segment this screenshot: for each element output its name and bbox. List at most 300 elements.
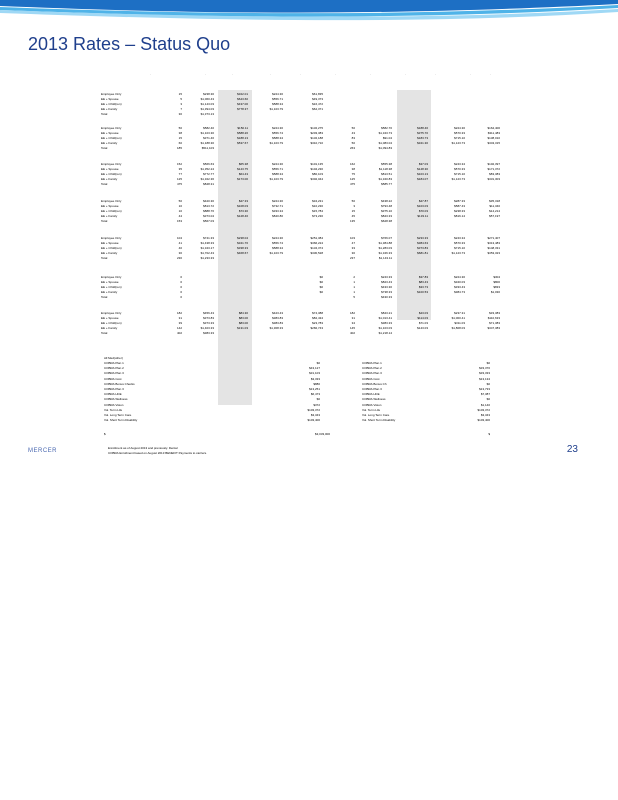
table-cell: $322.01 [237, 92, 248, 96]
cost-label: Vol. Term Life [104, 407, 123, 412]
table-cell: 152 [176, 162, 182, 166]
table-cell: $238.33 [454, 209, 465, 214]
table-cell: $423.43 [272, 311, 283, 315]
table-cell: $537.67 [237, 141, 248, 146]
table-cell: $304 [493, 275, 500, 279]
table-cell: $556.71 [272, 167, 283, 172]
table-cell: $35,318 [489, 199, 500, 203]
table-cell: 43 [351, 131, 355, 136]
cost-label: COBRA Plan 3 [362, 387, 382, 391]
row-label: EE + Family [101, 141, 118, 146]
table-cell: $741.33 [203, 236, 214, 240]
table-cell: $715.10 [454, 172, 465, 177]
table-cell: $511,103 [201, 146, 214, 151]
column-header-mark: · [490, 72, 491, 76]
table-cell: $33.73 [418, 285, 428, 290]
table-cell: $1,143.03 [200, 102, 214, 107]
column-header-mark: · [205, 72, 206, 76]
table-cell: $384.63 [417, 241, 428, 246]
table-cell: $65.38 [238, 162, 248, 166]
table-cell: $588.34 [272, 136, 283, 141]
table-cell: $848.31 [203, 182, 214, 187]
table-cell: $813.72 [203, 204, 214, 209]
column-header-mark: · [270, 72, 271, 76]
table-cell: $1,218.14 [378, 331, 392, 336]
table-cell: 60 [178, 141, 182, 146]
table-cell: $1,352.24 [200, 167, 214, 172]
table-cell: $1,103.79 [269, 141, 283, 146]
table-cell: $83.00 [238, 321, 248, 326]
table-cell: 44 [178, 214, 182, 219]
table-cell: $1,103.03 [378, 326, 392, 331]
cost-label: COBRA HCE [104, 392, 122, 397]
table-cell: $43.03 [418, 311, 428, 315]
table-cell: $14,214 [489, 209, 500, 214]
table-cell: $233.33 [417, 236, 428, 240]
table-cell: 50 [178, 126, 182, 130]
table-cell: 38 [178, 131, 182, 136]
row-label: EE + Spouse [101, 241, 119, 246]
table-cell: $1,188.30 [200, 141, 214, 146]
table-cell: $1,438.33 [200, 241, 214, 246]
row-label: EE + Spouse [101, 167, 119, 172]
table-cell: $570.33 [454, 167, 465, 172]
table-cell: 50 [351, 199, 355, 203]
table-cell: $1,103.30 [200, 131, 214, 136]
table-cell: $628.38 [381, 219, 392, 224]
table-cell: $1,103.79 [269, 107, 283, 112]
table-cell: $103.03 [417, 204, 428, 209]
table-cell: $1,283.03 [378, 246, 392, 251]
cost-value: $0 [486, 361, 490, 365]
table-cell: $333.43 [454, 285, 465, 290]
table-cell: $833 [493, 285, 500, 290]
cost-value: $33,370 [479, 366, 490, 371]
row-label: EE + Child(ren) [101, 321, 122, 326]
table-cell: $224.30 [272, 126, 283, 130]
table-cell: 182 [176, 311, 182, 315]
table-cell: $114.03 [417, 316, 428, 321]
table-cell: $366,224 [310, 241, 323, 246]
table-cell: $82,434 [312, 316, 323, 321]
cost-label: COBRA Plan 1 [362, 361, 382, 365]
column-header-mark: · [370, 72, 371, 76]
table-cell: $330,528 [310, 251, 323, 256]
table-cell: $37.03 [418, 162, 428, 166]
table-cell: $341.76 [237, 241, 248, 246]
table-cell: 33 [351, 246, 355, 251]
page-number: 23 [566, 444, 578, 455]
table-cell: $373.83 [203, 316, 214, 321]
table-cell: $1,123.73 [451, 141, 465, 146]
cost-label: COBRA Wellness [104, 397, 128, 402]
table-cell: 40 [178, 246, 182, 251]
cost-value: $103,372 [477, 407, 490, 412]
cost-value: $103,400 [307, 418, 320, 423]
table-cell: 10 [178, 209, 182, 214]
mercer-logo: MERCER [28, 448, 58, 454]
table-cell: 50 [351, 141, 355, 146]
table-cell: $585.77 [381, 182, 392, 187]
table-cell: $238.30 [203, 92, 214, 96]
cost-value: $0 [486, 381, 490, 386]
table-cell: $80,103 [312, 172, 323, 177]
table-cell: $1,103.79 [269, 251, 283, 256]
table-cell: 5 [353, 295, 355, 300]
table-cell: $100.53 [417, 290, 428, 295]
column-header-mark: · [435, 72, 436, 76]
cost-value: $13,251 [309, 387, 320, 391]
table-cell: $383.33 [203, 331, 214, 336]
cost-value: $103,400 [477, 418, 490, 423]
table-cell: $340.03 [454, 280, 465, 285]
cost-value: $13,733 [479, 387, 490, 391]
table-cell: $143.75 [237, 167, 248, 172]
cost-label: COBRA Vision [362, 402, 382, 407]
table-cell: $373.33 [203, 321, 214, 326]
table-cell: 39 [178, 321, 182, 326]
table-cell: $582.40 [203, 126, 214, 130]
table-cell: $108.03 [237, 204, 248, 209]
table-cell: $1,123.73 [451, 177, 465, 182]
cost-label: COBRA Cost [362, 376, 380, 381]
table-cell: 31 [178, 316, 182, 321]
table-cell: $430.33 [381, 295, 392, 300]
row-label: Total [101, 295, 108, 300]
row-label: EE + Spouse [101, 204, 119, 209]
cost-label: COBRA HCE [362, 392, 380, 397]
column-header-mark: · [300, 72, 301, 76]
table-cell: $1,030 [490, 290, 500, 295]
table-cell: $556.71 [272, 97, 283, 102]
table-cell: $243.34 [454, 162, 465, 166]
table-cell: $384.73 [454, 290, 465, 295]
table-cell: $224.30 [454, 126, 465, 130]
row-label: EE + Family [101, 326, 118, 331]
table-cell: 35 [178, 167, 182, 172]
table-cell: $148,331 [487, 246, 500, 251]
table-cell: $37.83 [418, 275, 428, 279]
table-cell: $132,188 [310, 136, 323, 141]
cost-value: $0 [486, 397, 490, 402]
row-label: EE + Child(ren) [101, 136, 122, 141]
table-cell: 15 [178, 136, 182, 141]
cost-value: $103,372 [307, 407, 320, 412]
table-cell: $101,135 [310, 162, 323, 166]
table-cell: $0 [319, 275, 323, 279]
row-label: Employee Only [101, 162, 122, 166]
table-cell: $1,123.73 [451, 251, 465, 256]
table-cell: $715.10 [454, 136, 465, 141]
table-cell: $1,083.04 [378, 141, 392, 146]
grand-total-label: $ [104, 432, 106, 436]
section-header: All Med(other) [104, 356, 123, 360]
table-cell: 103 [349, 236, 355, 240]
row-label: EE + Child(ren) [101, 285, 122, 290]
row-label: Total [101, 256, 108, 261]
table-cell: $71,383 [489, 321, 500, 326]
table-cell: 5 [180, 97, 182, 102]
table-cell: 475 [349, 182, 355, 187]
row-label: Total [101, 112, 108, 117]
column-header-mark: · [150, 72, 151, 76]
cost-label: Vol. Term Life [362, 407, 381, 412]
table-cell: 38 [351, 167, 355, 172]
cost-label: COBRA Cost [104, 376, 122, 381]
table-cell: $224.30 [272, 199, 283, 203]
cost-label: COBRA Wellness [362, 397, 386, 402]
table-cell: 30 [178, 112, 182, 117]
table-cell: $243.33 [381, 275, 392, 279]
row-label: EE + Family [101, 290, 118, 295]
table-cell: 2 [353, 275, 355, 279]
table-cell: $102,397 [487, 162, 500, 166]
table-cell: $433.30 [381, 285, 392, 290]
table-cell: $83.43 [418, 280, 428, 285]
table-cell: $188.46 [417, 126, 428, 130]
table-cell: $16,472 [312, 102, 323, 107]
row-label: Employee Only [101, 275, 122, 279]
table-cell: 3 [353, 204, 355, 209]
table-cell: 41 [178, 241, 182, 246]
table-cell: $1,233.33 [200, 256, 214, 261]
table-cell: $33,383 [489, 311, 500, 315]
table-cell: $772.77 [203, 172, 214, 177]
table-cell: $143.03 [417, 326, 428, 331]
table-cell: 15 [178, 92, 182, 96]
table-cell: $0 [319, 290, 323, 295]
row-label: EE + Spouse [101, 97, 119, 102]
cost-value: $3,333 [310, 376, 320, 381]
table-cell: $840.80 [272, 214, 283, 219]
table-cell: $74,388 [312, 311, 323, 315]
table-cell: $23,783 [312, 321, 323, 326]
table-cell: $188.13 [237, 136, 248, 141]
table-cell: $555.38 [381, 162, 392, 166]
footnote-1: Enrollment as of August 2013 and previously. Dental [108, 446, 178, 450]
row-label: EE + Spouse [101, 280, 119, 285]
table-cell: $0 [319, 285, 323, 290]
table-cell: $251,384 [310, 236, 323, 240]
table-cell: $1,343.73 [378, 131, 392, 136]
table-cell: 50 [351, 126, 355, 130]
cost-value: $31,103 [309, 371, 320, 376]
table-cell: $1,343.17 [200, 246, 214, 251]
table-cell: $1,373.13 [200, 112, 214, 117]
table-cell: $383.83 [272, 316, 283, 321]
cost-value: $6,473 [310, 392, 320, 397]
table-cell: $1,322.36 [200, 177, 214, 182]
table-cell: $383.33 [381, 321, 392, 326]
table-cell: $224.30 [272, 92, 283, 96]
table-cell: 0 [180, 275, 182, 279]
table-cell: $224.30 [272, 162, 283, 166]
table-cell: $715.10 [454, 246, 465, 251]
table-cell: $310,710 [310, 141, 323, 146]
table-cell: $183.73 [417, 136, 428, 141]
table-cell: $237.31 [454, 311, 465, 315]
table-cell: 77 [178, 172, 182, 177]
cost-value: $1,140 [480, 402, 490, 407]
table-cell: $1,118.38 [378, 167, 392, 172]
table-cell: 31 [351, 316, 355, 321]
table-cell: $343,315 [487, 141, 500, 146]
cost-label: Vol. Short Term Disability [104, 418, 138, 423]
table-cell: 475 [176, 182, 182, 187]
table-cell: $313,483 [487, 241, 500, 246]
table-cell: $173.00 [237, 177, 248, 182]
table-cell: $1,060.43 [200, 97, 214, 102]
table-cell: $49,373 [312, 97, 323, 102]
row-label: Total [101, 219, 108, 224]
cost-label: COBRA Plan 3 [104, 371, 124, 376]
cost-label: COBRA Plan 2 [104, 366, 124, 371]
table-cell: $133.11 [417, 214, 428, 219]
table-cell: $1,013.41 [378, 316, 392, 321]
table-cell: $373.83 [417, 246, 428, 251]
table-cell: $570.33 [454, 131, 465, 136]
table-cell: $128.46 [237, 214, 248, 219]
table-cell: $373.04 [203, 214, 214, 219]
table-cell: 153 [176, 219, 182, 224]
table-cell: $341.30 [417, 141, 428, 146]
table-cell: $1,403.33 [200, 326, 214, 331]
table-cell: $732.71 [272, 204, 283, 209]
table-cell: $134,374 [310, 246, 323, 251]
table-cell: $331,303 [487, 177, 500, 182]
table-cell: $11,340 [489, 204, 500, 209]
table-cell: $438.22 [381, 199, 392, 203]
table-cell: 125 [176, 177, 182, 182]
row-label: Total [101, 182, 108, 187]
table-cell: 402 [176, 331, 182, 336]
row-label: Employee Only [101, 311, 122, 315]
table-cell: $823.43 [381, 280, 392, 285]
cost-value: $0 [316, 397, 320, 402]
table-cell: 0 [180, 285, 182, 290]
table-cell: $1,384.88 [378, 241, 392, 246]
table-cell: $73,230 [312, 214, 323, 219]
table-cell: $582.70 [381, 126, 392, 130]
row-label: EE + Family [101, 177, 118, 182]
cost-label: COBRA Plan 1 [104, 361, 124, 365]
table-cell: $83,383 [489, 172, 500, 177]
cost-label: COBRA Vision [104, 402, 124, 407]
table-cell: $148.30 [417, 167, 428, 172]
table-cell: $738.33 [381, 290, 392, 295]
table-cell: 0 [180, 295, 182, 300]
cost-value: $43,127 [309, 366, 320, 371]
table-cell: 263 [349, 146, 355, 151]
table-cell: $468.67 [237, 251, 248, 256]
grand-total-right: $ [488, 432, 490, 436]
table-cell: $333.34 [272, 209, 283, 214]
table-cell: $816.14 [454, 214, 465, 219]
table-cell: $588.34 [272, 172, 283, 177]
table-cell: $132,275 [310, 126, 323, 130]
table-cell: 34 [351, 321, 355, 326]
column-header-mark: · [335, 72, 336, 76]
table-cell: $456.43 [203, 311, 214, 315]
table-cell: $150.11 [237, 126, 248, 130]
cost-value: $7,387 [480, 392, 490, 397]
table-cell: $47.87 [418, 199, 428, 203]
table-cell: $34,231 [312, 199, 323, 203]
table-cell: 10 [178, 204, 182, 209]
table-cell: $243.34 [454, 236, 465, 240]
table-cell: $73.30 [238, 209, 248, 214]
table-cell: 135 [349, 219, 355, 224]
table-cell: 402 [349, 331, 355, 336]
table-cell: 1 [353, 280, 355, 285]
table-cell: $104,230 [310, 167, 323, 172]
footnote-2: COBRA Enrollment based on August 2013 BENEFIT Payments to carriers. [108, 451, 207, 455]
table-cell: $570.33 [454, 241, 465, 246]
table-cell: 162 [349, 162, 355, 166]
table-cell: $375.10 [381, 209, 392, 214]
table-cell: 182 [349, 311, 355, 315]
table-cell: $437.00 [237, 102, 248, 107]
table-cell: $338.33 [237, 246, 248, 251]
table-cell: $587.43 [454, 204, 465, 209]
cost-value: $880 [313, 381, 320, 386]
cost-value: $13,134 [479, 376, 490, 381]
table-cell: 142 [176, 326, 182, 331]
row-label: EE + Family [101, 107, 118, 112]
table-cell: $1,340.83 [378, 177, 392, 182]
cost-value: $3,343 [480, 413, 490, 417]
table-cell: $238.04 [237, 236, 248, 240]
row-label: Total [101, 146, 108, 151]
table-cell: 1 [353, 285, 355, 290]
table-cell: $224.30 [272, 236, 283, 240]
table-cell: $57,197 [489, 214, 500, 219]
table-cell: 7 [180, 107, 182, 112]
table-cell: 0 [180, 280, 182, 285]
table-cell: $1,000.41 [451, 316, 465, 321]
row-label: EE + Family [101, 214, 118, 219]
table-cell: $353,323 [487, 251, 500, 256]
table-cell: $138,010 [487, 136, 500, 141]
cost-label: COBRA Plan 3 [104, 387, 124, 391]
table-cell: $1,702.43 [200, 251, 214, 256]
table-cell: 50 [178, 199, 182, 203]
table-cell: $1,094.83 [378, 146, 392, 151]
table-cell: $15,784 [312, 209, 323, 214]
table-cell: $1,346.33 [378, 251, 392, 256]
row-label: EE + Child(ren) [101, 246, 122, 251]
table-cell: $766.07 [381, 236, 392, 240]
cost-label: Vol. Long Term Care [104, 413, 132, 417]
column-header-mark: · [470, 72, 471, 76]
table-cell: 75 [351, 172, 355, 177]
table-cell: $131.03 [237, 326, 248, 331]
table-cell: $0 [319, 280, 323, 285]
table-cell: $311,483 [487, 131, 500, 136]
row-label: Employee Only [101, 236, 122, 240]
row-label: Employee Only [101, 199, 122, 203]
table-cell: $843.21 [381, 311, 392, 315]
table-cell: 15 [351, 209, 355, 214]
table-cell: $47.33 [238, 199, 248, 203]
table-cell: $1,103.79 [269, 177, 283, 182]
table-cell: $271,407 [487, 236, 500, 240]
cost-label: COBRA Plan 2 [362, 366, 382, 371]
table-cell: $1,308.33 [269, 326, 283, 331]
table-cell: $778.37 [237, 107, 248, 112]
table-cell: $1,394.03 [200, 107, 214, 112]
table-cell: $383.83 [272, 321, 283, 326]
